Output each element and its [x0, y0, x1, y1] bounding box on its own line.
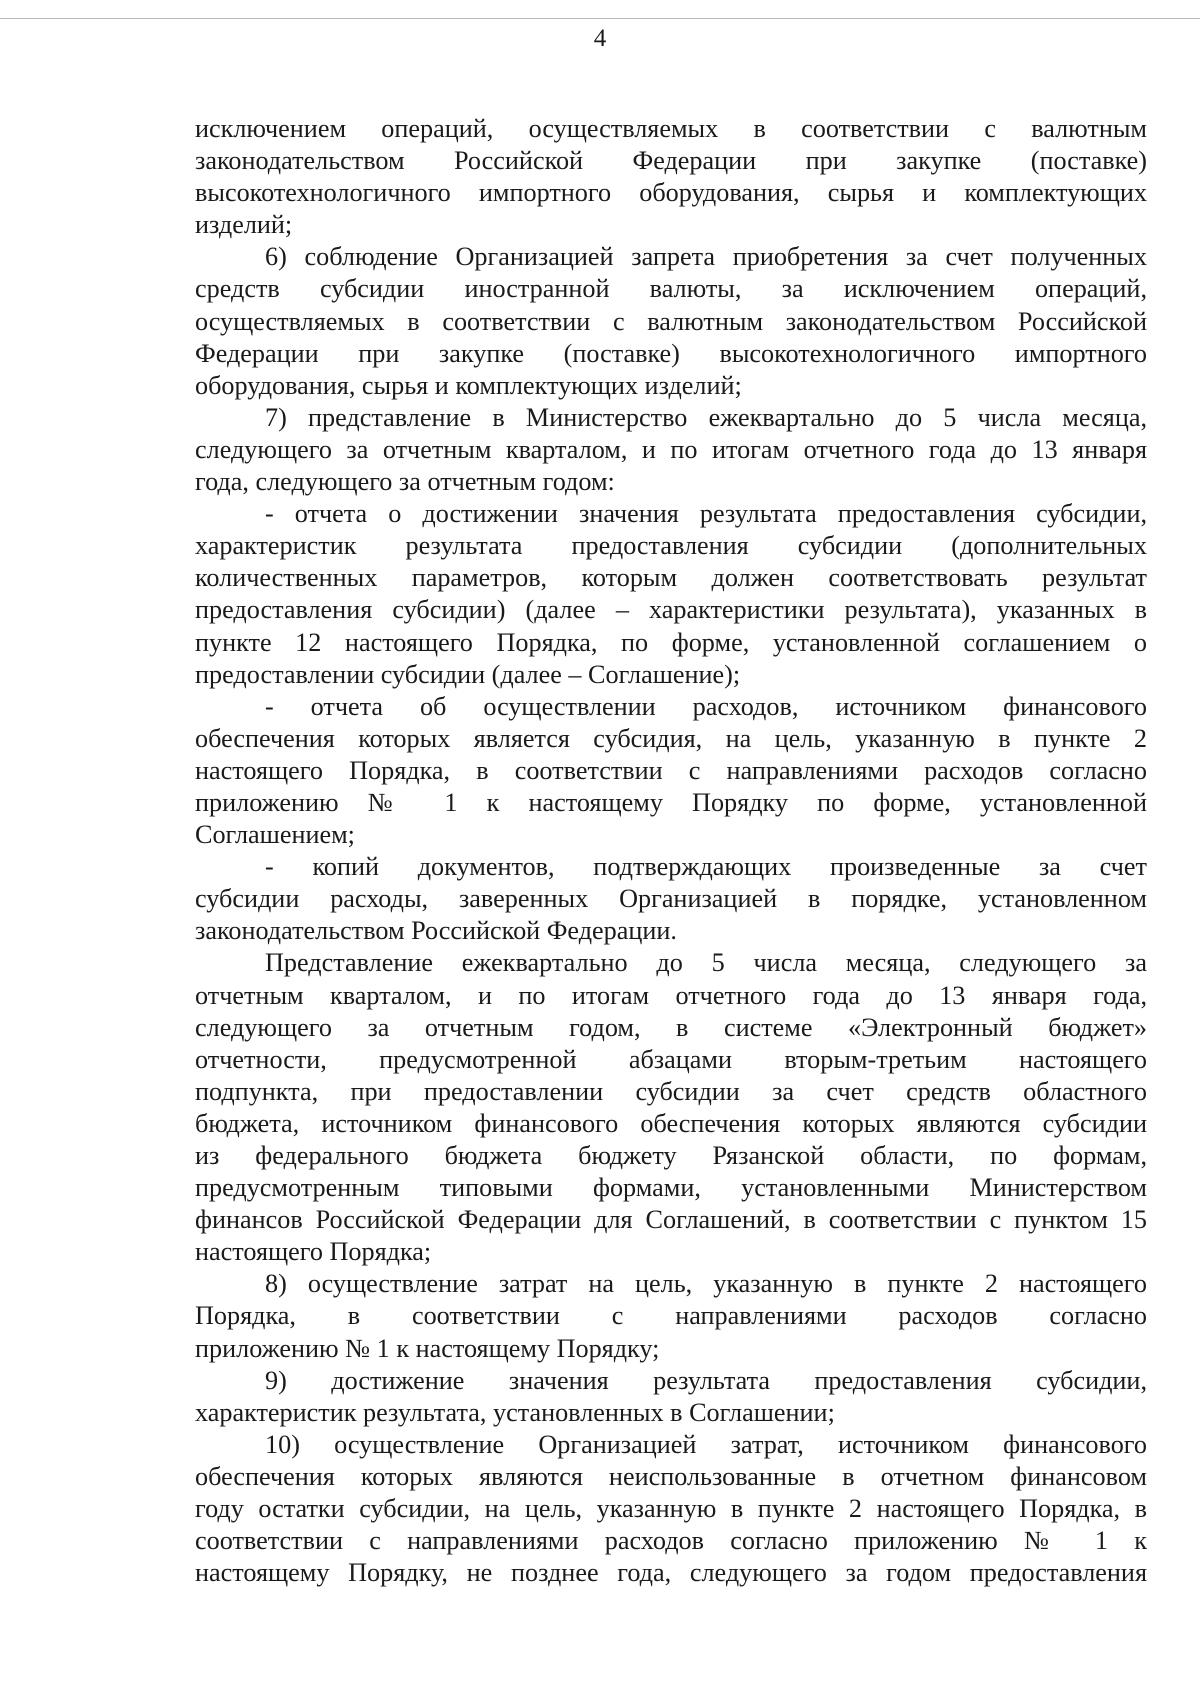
text-line: законодательством Российской Федерации.	[195, 916, 677, 946]
text-line: 7) представление в Министерство ежеквартально до 5 числа месяца,	[265, 402, 1147, 432]
text-line: 8) осуществление затрат на цель, указанную в пункте 2 настоящего	[265, 1269, 1147, 1299]
text-line: настоящего Порядка;	[195, 1237, 432, 1267]
text-line: пункте 12 настоящего Порядка, по форме, установленной соглашением о	[195, 627, 1147, 657]
text-line: Соглашением;	[195, 820, 355, 850]
text-line: - отчета об осуществлении расходов, источником финансового	[265, 691, 1147, 721]
text-line: Представление ежеквартально до 5 числа месяца, следующего за	[265, 948, 1147, 978]
text-line: предоставлении субсидии (далее – Соглашение);	[195, 659, 741, 689]
text-line: обеспечения которых являются неиспользованные в отчетном финансовом	[195, 1461, 1147, 1491]
text-line: характеристик результата, установленных в Соглашении;	[195, 1397, 835, 1427]
text-line: исключением операций, осуществляемых в соответствии с валютным	[195, 114, 1147, 143]
text-line: законодательством Российской Федерации при закупке (поставке)	[195, 146, 1147, 176]
text-line: финансов Российской Федерации для Соглашений, в соответствии с пунктом 15	[195, 1205, 1147, 1235]
text-line: обеспечения которых является субсидия, на цель, указанную в пункте 2	[195, 723, 1147, 753]
text-line: соответствии с направлениями расходов согласно приложению № 1 к	[195, 1526, 1147, 1556]
text-line: Федерации при закупке (поставке) высокотехнологичного импортного	[195, 338, 1147, 368]
text-line: средств субсидии иностранной валюты, за исключением операций,	[195, 274, 1147, 304]
text-line: - отчета о достижении значения результата предоставления субсидии,	[265, 499, 1147, 529]
page-number: 4	[593, 25, 607, 52]
text-line: подпункта, при предоставлении субсидии за счет средств областного	[195, 1076, 1147, 1106]
text-line: отчетным кварталом, и по итогам отчетного года до 13 января года,	[195, 980, 1147, 1010]
text-line: осуществляемых в соответствии с валютным законодательством Российской	[195, 306, 1147, 336]
text-line: настоящему Порядку, не позднее года, следующего за годом предоставления	[195, 1558, 1147, 1588]
text-line: следующего за отчетным годом, в системе «Электронный бюджет»	[195, 1012, 1147, 1042]
text-line: настоящего Порядка, в соответствии с направлениями расходов согласно	[195, 755, 1147, 785]
text-line: приложению № 1 к настоящему Порядку по форме, установленной	[195, 787, 1147, 817]
text-line: субсидии расходы, заверенных Организацией в порядке, установленном	[195, 884, 1147, 914]
text-line: предоставления субсидии) (далее – характеристики результата), указанных в	[195, 595, 1147, 625]
text-line: Порядка, в соответствии с направлениями расходов согласно	[195, 1301, 1147, 1331]
text-line: 9) достижение значения результата предоставления субсидии,	[265, 1365, 1147, 1395]
text-line: года, следующего за отчетным годом:	[195, 467, 615, 497]
text-line: предусмотренным типовыми формами, установленными Министерством	[195, 1173, 1147, 1203]
text-line: году остатки субсидии, на цель, указанную в пункте 2 настоящего Порядка, в	[195, 1494, 1147, 1524]
text-line: оборудования, сырья и комплектующих изделий;	[195, 370, 742, 400]
text-line: изделий;	[195, 210, 293, 240]
text-line: отчетности, предусмотренной абзацами вторым-третьим настоящего	[195, 1044, 1147, 1074]
text-line: характеристик результата предоставления субсидии (дополнительных	[195, 531, 1147, 561]
text-line: количественных параметров, которым должен соответствовать результат	[195, 563, 1147, 593]
text-line: из федерального бюджета бюджету Рязанской области, по формам,	[195, 1141, 1147, 1170]
text-line: 10) осуществление Организацией затрат, источником финансового	[265, 1429, 1147, 1459]
scan-top-edge	[0, 18, 1200, 19]
document-body	[195, 113, 1147, 1589]
text-line: высокотехнологичного импортного оборудования, сырья и комплектующих	[195, 178, 1147, 208]
text-line: - копий документов, подтверждающих произведенные за счет	[265, 852, 1147, 882]
text-line: приложению № 1 к настоящему Порядку;	[195, 1333, 660, 1363]
text-line: следующего за отчетным кварталом, и по итогам отчетного года до 13 января	[195, 434, 1147, 464]
text-line: бюджета, источником финансового обеспечения которых являются субсидии	[195, 1108, 1147, 1138]
text-line: 6) соблюдение Организацией запрета приобретения за счет полученных	[265, 242, 1147, 272]
